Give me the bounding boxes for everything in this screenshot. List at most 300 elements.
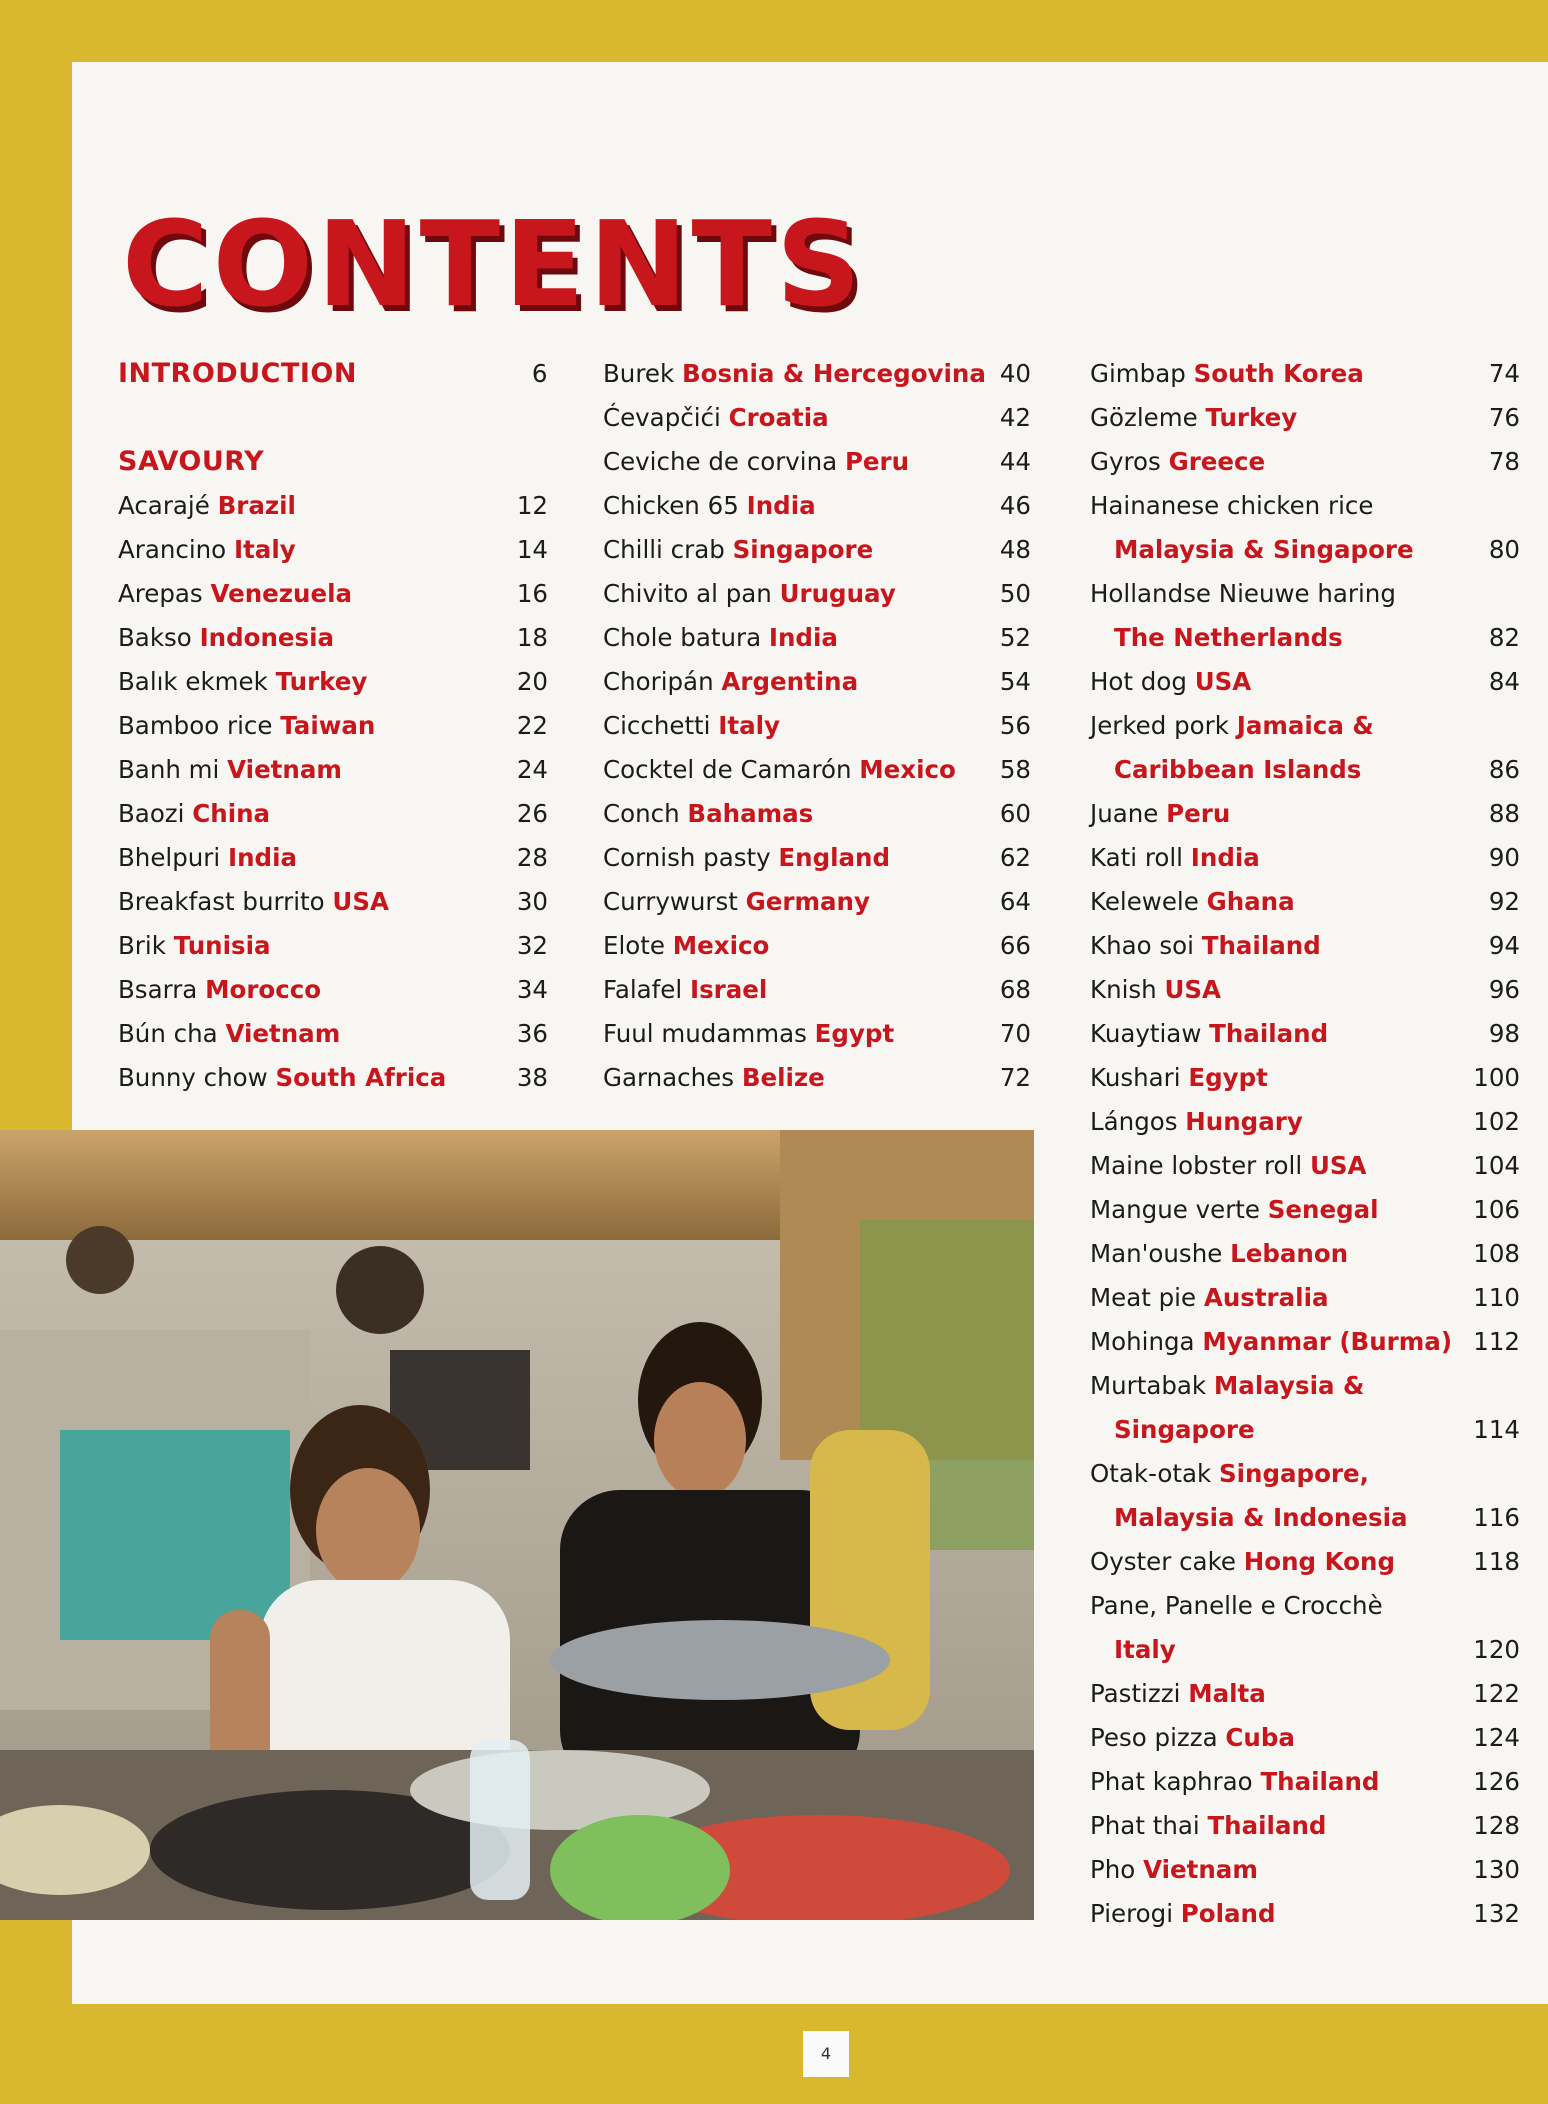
country-name: Mexico xyxy=(859,755,956,784)
contents-entry[interactable] xyxy=(603,968,1031,1012)
entry-title xyxy=(603,572,896,616)
country-name: USA xyxy=(1194,667,1252,696)
entry-title xyxy=(118,528,296,572)
page-ref: 96 xyxy=(1488,975,1520,1004)
entry-title xyxy=(1090,396,1297,440)
country-name: Egypt xyxy=(814,1019,895,1048)
country-name: Jamaica & xyxy=(1236,711,1374,740)
page-ref: 90 xyxy=(1488,843,1520,872)
entry-title xyxy=(1090,1320,1452,1364)
country-name: Egypt xyxy=(1188,1063,1268,1092)
country-name: South Africa xyxy=(275,1063,447,1092)
entry-title xyxy=(603,1056,825,1100)
country-name: Turkey xyxy=(1205,403,1298,432)
entry-title xyxy=(1090,1540,1395,1584)
dish-name: Chicken 65 xyxy=(603,491,739,520)
entry-title xyxy=(1090,352,1364,396)
country-name: Peru xyxy=(1166,799,1231,828)
contents-entry[interactable] xyxy=(603,924,1031,968)
entry-title xyxy=(118,924,271,968)
contents-entry[interactable] xyxy=(603,1056,1031,1100)
country-name: Malta xyxy=(1188,1679,1266,1708)
dish-name: Kuaytiaw xyxy=(1090,1019,1202,1048)
country-name: England xyxy=(778,843,891,872)
contents-entry[interactable] xyxy=(118,836,548,880)
contents-entry[interactable] xyxy=(1090,1188,1520,1232)
page-ref: 50 xyxy=(999,579,1031,608)
section-heading-savoury: SAVOURY xyxy=(118,446,265,477)
entry-title xyxy=(118,968,321,1012)
page-ref: 124 xyxy=(1473,1723,1520,1752)
country-name: Israel xyxy=(689,975,768,1004)
contents-entry[interactable] xyxy=(603,440,1031,484)
entry-title xyxy=(1114,528,1414,572)
contents-entry[interactable] xyxy=(1090,1892,1520,1936)
country-name: Germany xyxy=(745,887,870,916)
contents-entry[interactable] xyxy=(118,704,548,748)
contents-entry[interactable] xyxy=(603,660,1031,704)
entry-title xyxy=(1090,1276,1329,1320)
dish-name: Kelewele xyxy=(1090,887,1199,916)
country-name: Mexico xyxy=(672,931,770,960)
dish-name: Breakfast burrito xyxy=(118,887,325,916)
entry-title xyxy=(1090,1144,1366,1188)
contents-entry[interactable] xyxy=(603,484,1031,528)
page-ref: 72 xyxy=(999,1063,1031,1092)
entry-title xyxy=(1090,1848,1258,1892)
dish-name: Fuul mudammas xyxy=(603,1019,807,1048)
contents-entry[interactable] xyxy=(118,1012,548,1056)
country-name: India xyxy=(1190,843,1260,872)
contents-entry[interactable] xyxy=(1090,880,1520,924)
contents-entry[interactable] xyxy=(1090,836,1520,880)
country-name: Poland xyxy=(1180,1899,1276,1928)
page-ref: 38 xyxy=(516,1063,548,1092)
country-name: Thailand xyxy=(1201,931,1321,960)
entry-title xyxy=(603,352,986,396)
country-name: Australia xyxy=(1203,1283,1329,1312)
country-name: Croatia xyxy=(728,403,829,432)
contents-entry[interactable] xyxy=(118,880,548,924)
page-ref: 106 xyxy=(1473,1195,1520,1224)
dish-name: Phat kaphrao xyxy=(1090,1767,1253,1796)
page-ref: 116 xyxy=(1473,1503,1520,1532)
entry-title xyxy=(1090,440,1265,484)
contents-entry[interactable] xyxy=(1090,1144,1520,1188)
contents-entry[interactable] xyxy=(603,792,1031,836)
dish-name: Currywurst xyxy=(603,887,738,916)
contents-entry[interactable] xyxy=(603,704,1031,748)
page-ref: 36 xyxy=(516,1019,548,1048)
page-ref: 80 xyxy=(1488,535,1520,564)
contents-entry[interactable] xyxy=(1090,572,1520,616)
dish-name: Bamboo rice xyxy=(118,711,273,740)
page-ref: 52 xyxy=(999,623,1031,652)
page-ref: 128 xyxy=(1473,1811,1520,1840)
dish-name: Ćevapčići xyxy=(603,403,721,432)
page-ref: 62 xyxy=(999,843,1031,872)
dish-name: Bhelpuri xyxy=(118,843,221,872)
contents-entry[interactable] xyxy=(118,484,548,528)
page-ref: 42 xyxy=(999,403,1031,432)
contents-entry[interactable] xyxy=(603,352,1031,396)
dish-name: Mangue verte xyxy=(1090,1195,1260,1224)
page-ref: 126 xyxy=(1473,1767,1520,1796)
entry-title xyxy=(118,616,334,660)
entry-title xyxy=(1090,1584,1383,1628)
page-ref: 26 xyxy=(516,799,548,828)
page-ref: 118 xyxy=(1473,1547,1520,1576)
contents-entry[interactable] xyxy=(1090,1012,1520,1056)
entry-title xyxy=(118,1012,340,1056)
page-ref: 70 xyxy=(999,1019,1031,1048)
country-name: The Netherlands xyxy=(1114,623,1343,652)
dish-name: Peso pizza xyxy=(1090,1723,1218,1752)
dish-name: Arancino xyxy=(118,535,227,564)
country-name: Thailand xyxy=(1260,1767,1380,1796)
dish-name: Bunny chow xyxy=(118,1063,268,1092)
entry-title xyxy=(118,660,367,704)
country-name: Tunisia xyxy=(173,931,271,960)
dish-name: Mohinga xyxy=(1090,1327,1195,1356)
country-name: India xyxy=(746,491,816,520)
country-name: Italy xyxy=(1114,1635,1176,1664)
dish-name: Otak-otak xyxy=(1090,1459,1212,1488)
contents-entry[interactable] xyxy=(1090,1540,1520,1584)
page-ref: 130 xyxy=(1473,1855,1520,1884)
contents-entry[interactable] xyxy=(603,616,1031,660)
page-ref: 94 xyxy=(1488,931,1520,960)
page-ref: 64 xyxy=(999,887,1031,916)
country-name: Singapore xyxy=(732,535,874,564)
country-name: Vietnam xyxy=(227,755,342,784)
entry-title xyxy=(118,484,296,528)
country-name: Peru xyxy=(844,447,910,476)
entry-title xyxy=(1090,968,1221,1012)
entry-title xyxy=(603,440,909,484)
country-name: Turkey xyxy=(275,667,368,696)
contents-entry[interactable] xyxy=(1090,440,1520,484)
entry-title xyxy=(603,1012,894,1056)
entry-title xyxy=(1090,1056,1268,1100)
country-name: Senegal xyxy=(1267,1195,1379,1224)
entry-title xyxy=(1090,1188,1379,1232)
page-ref: 40 xyxy=(999,359,1031,388)
contents-entry[interactable] xyxy=(1090,1100,1520,1144)
dish-name: Oyster cake xyxy=(1090,1547,1236,1576)
contents-entry[interactable] xyxy=(603,572,1031,616)
contents-entry[interactable] xyxy=(1090,1584,1520,1628)
country-name: Italy xyxy=(233,535,296,564)
dish-name: Gimbap xyxy=(1090,359,1186,388)
dish-name: Phat thai xyxy=(1090,1811,1200,1840)
entry-title xyxy=(603,880,870,924)
entry-title xyxy=(1090,704,1374,748)
contents-entry[interactable] xyxy=(1090,1848,1520,1892)
page-ref: 88 xyxy=(1488,799,1520,828)
contents-entry[interactable] xyxy=(1090,704,1520,748)
entry-title xyxy=(603,704,780,748)
dish-name: Banh mi xyxy=(118,755,220,784)
contents-entry[interactable] xyxy=(1090,1496,1520,1540)
dish-name: Hainanese chicken rice xyxy=(1090,491,1374,520)
dish-name: Khao soi xyxy=(1090,931,1194,960)
dish-name: Gyros xyxy=(1090,447,1161,476)
page-ref: 114 xyxy=(1473,1415,1520,1444)
page-ref: 24 xyxy=(516,755,548,784)
page-ref: 34 xyxy=(516,975,548,1004)
page-ref: 104 xyxy=(1473,1151,1520,1180)
contents-entry[interactable] xyxy=(1090,1056,1520,1100)
contents-entry[interactable] xyxy=(118,1056,548,1100)
contents-entry[interactable] xyxy=(118,616,548,660)
entry-title xyxy=(1090,924,1321,968)
dish-name: Jerked pork xyxy=(1090,711,1229,740)
street-food-cooking-photo xyxy=(0,1130,1034,1920)
entry-title xyxy=(1114,1408,1255,1452)
dish-name: Baozi xyxy=(118,799,185,828)
country-name: USA xyxy=(1309,1151,1367,1180)
country-name: Indonesia xyxy=(199,623,335,652)
country-name: Lebanon xyxy=(1230,1239,1349,1268)
page-ref: 98 xyxy=(1488,1019,1520,1048)
dish-name: Burek xyxy=(603,359,675,388)
page-ref: 110 xyxy=(1473,1283,1520,1312)
entry-title xyxy=(1090,572,1396,616)
contents-entry[interactable] xyxy=(603,396,1031,440)
page-ref: 74 xyxy=(1488,359,1520,388)
page-ref: 100 xyxy=(1473,1063,1520,1092)
page-ref: 122 xyxy=(1473,1679,1520,1708)
page-title: CONTENTS xyxy=(122,195,865,333)
entry-title xyxy=(118,1056,446,1100)
country-name: Hungary xyxy=(1185,1107,1303,1136)
country-name: USA xyxy=(332,887,389,916)
page-ref: 46 xyxy=(999,491,1031,520)
dish-name: Kushari xyxy=(1090,1063,1181,1092)
country-name: Malaysia & Singapore xyxy=(1114,535,1414,564)
entry-title xyxy=(1114,1496,1408,1540)
contents-column-1 xyxy=(118,352,548,1100)
dish-name: Choripán xyxy=(603,667,714,696)
country-name: India xyxy=(768,623,838,652)
page-ref: 58 xyxy=(999,755,1031,784)
contents-entry[interactable] xyxy=(1090,1364,1520,1408)
contents-entry[interactable] xyxy=(1090,660,1520,704)
dish-name: Bún cha xyxy=(118,1019,218,1048)
contents-list-2 xyxy=(603,352,1031,1100)
contents-entry[interactable] xyxy=(118,572,548,616)
contents-entry[interactable] xyxy=(118,792,548,836)
contents-list-3 xyxy=(1090,352,1520,1936)
page-ref: 44 xyxy=(999,447,1031,476)
entry-title xyxy=(118,748,342,792)
page-ref: 30 xyxy=(516,887,548,916)
photo-illustration xyxy=(0,1130,1034,1920)
entry-title xyxy=(118,792,270,836)
page-ref: 132 xyxy=(1473,1899,1520,1928)
page-ref: 12 xyxy=(516,491,548,520)
contents-entry[interactable] xyxy=(1090,1276,1520,1320)
entry-title xyxy=(1090,1012,1328,1056)
page-ref: 68 xyxy=(999,975,1031,1004)
entry-title xyxy=(1090,484,1373,528)
page-ref: 22 xyxy=(516,711,548,740)
contents-entry[interactable] xyxy=(1090,1760,1520,1804)
dish-name: Chilli crab xyxy=(603,535,725,564)
entry-title xyxy=(603,484,816,528)
page-ref: 16 xyxy=(516,579,548,608)
entry-title xyxy=(603,396,829,440)
entry-title xyxy=(1090,836,1260,880)
page-ref: 14 xyxy=(516,535,548,564)
dish-name: Bsarra xyxy=(118,975,198,1004)
country-name: China xyxy=(192,799,271,828)
entry-title xyxy=(1090,1716,1295,1760)
dish-name: Gözleme xyxy=(1090,403,1198,432)
country-name: Belize xyxy=(741,1063,825,1092)
entry-title xyxy=(603,660,858,704)
introduction-page: 6 xyxy=(531,359,548,388)
country-name: Venezuela xyxy=(210,579,353,608)
entry-title xyxy=(1090,1100,1303,1144)
contents-entry[interactable] xyxy=(1090,1232,1520,1276)
dish-name: Chivito al pan xyxy=(603,579,772,608)
entry-title xyxy=(603,528,873,572)
dish-name: Balık ekmek xyxy=(118,667,268,696)
contents-entry[interactable] xyxy=(118,968,548,1012)
entry-title xyxy=(603,616,838,660)
country-name: Myanmar (Burma) xyxy=(1202,1327,1453,1356)
contents-entry[interactable] xyxy=(1090,528,1520,572)
contents-entry[interactable] xyxy=(118,748,548,792)
country-name: Cuba xyxy=(1225,1723,1295,1752)
contents-entry[interactable] xyxy=(603,1012,1031,1056)
country-name: Bahamas xyxy=(687,799,814,828)
introduction-entry[interactable] xyxy=(118,352,548,396)
entry-title xyxy=(1090,880,1295,924)
dish-name: Garnaches xyxy=(603,1063,735,1092)
page-ref: 86 xyxy=(1488,755,1520,784)
entry-title xyxy=(1090,1452,1369,1496)
contents-entry[interactable] xyxy=(1090,1672,1520,1716)
page-ref: 60 xyxy=(999,799,1031,828)
entry-title xyxy=(1090,1892,1276,1936)
country-name: Bosnia & Hercegovina xyxy=(681,359,986,388)
page-ref: 92 xyxy=(1488,887,1520,916)
entry-title xyxy=(1090,660,1251,704)
country-name: Singapore, xyxy=(1218,1459,1369,1488)
entry-title xyxy=(1090,1232,1348,1276)
page-ref: 54 xyxy=(999,667,1031,696)
entry-title xyxy=(118,880,389,924)
contents-entry[interactable] xyxy=(118,924,548,968)
contents-entry[interactable] xyxy=(1090,1804,1520,1848)
contents-entry[interactable] xyxy=(1090,396,1520,440)
contents-entry[interactable] xyxy=(118,528,548,572)
page-ref: 102 xyxy=(1473,1107,1520,1136)
contents-entry[interactable] xyxy=(1090,1716,1520,1760)
entry-title xyxy=(1090,1804,1326,1848)
contents-entry[interactable] xyxy=(1090,924,1520,968)
dish-name: Pho xyxy=(1090,1855,1136,1884)
country-name: Caribbean Islands xyxy=(1114,755,1362,784)
contents-column-2 xyxy=(603,352,1031,1100)
contents-entry[interactable] xyxy=(603,528,1031,572)
page-number: 4 xyxy=(803,2031,849,2077)
entry-title xyxy=(1090,1364,1364,1408)
contents-entry[interactable] xyxy=(118,660,548,704)
contents-entry[interactable] xyxy=(1090,1452,1520,1496)
dish-name: Murtabak xyxy=(1090,1371,1207,1400)
introduction-label: INTRODUCTION xyxy=(118,358,357,389)
country-name: Argentina xyxy=(721,667,859,696)
page-ref: 56 xyxy=(999,711,1031,740)
contents-entry[interactable] xyxy=(1090,1320,1520,1364)
dish-name: Maine lobster roll xyxy=(1090,1151,1303,1180)
page-ref: 32 xyxy=(516,931,548,960)
dish-name: Hot dog xyxy=(1090,667,1187,696)
contents-entry[interactable] xyxy=(1090,616,1520,660)
entry-title xyxy=(1114,1628,1176,1672)
page-ref: 28 xyxy=(516,843,548,872)
dish-name: Brik xyxy=(118,931,166,960)
country-name: Singapore xyxy=(1114,1415,1255,1444)
entry-title xyxy=(603,836,890,880)
entry-title xyxy=(1114,616,1343,660)
entry-title xyxy=(603,924,769,968)
contents-entry[interactable] xyxy=(603,880,1031,924)
dish-name: Conch xyxy=(603,799,680,828)
contents-entry[interactable] xyxy=(1090,1628,1520,1672)
dish-name: Arepas xyxy=(118,579,203,608)
entry-title xyxy=(118,704,375,748)
country-name: Vietnam xyxy=(1143,1855,1258,1884)
contents-column-3 xyxy=(1090,352,1520,1936)
contents-list-1 xyxy=(118,484,548,1100)
contents-entry[interactable] xyxy=(1090,484,1520,528)
page-ref: 48 xyxy=(999,535,1031,564)
contents-entry[interactable] xyxy=(1090,968,1520,1012)
dish-name: Falafel xyxy=(603,975,683,1004)
contents-entry[interactable] xyxy=(1090,748,1520,792)
dish-name: Chole batura xyxy=(603,623,762,652)
country-name: Greece xyxy=(1168,447,1266,476)
dish-name: Pastizzi xyxy=(1090,1679,1181,1708)
dish-name: Kati roll xyxy=(1090,843,1183,872)
entry-title xyxy=(118,836,297,880)
country-name: Italy xyxy=(718,711,781,740)
country-name: Malaysia & xyxy=(1213,1371,1365,1400)
dish-name: Man'oushe xyxy=(1090,1239,1223,1268)
contents-entry[interactable] xyxy=(1090,352,1520,396)
entry-title xyxy=(1090,1672,1266,1716)
dish-name: Lángos xyxy=(1090,1107,1178,1136)
contents-entry[interactable] xyxy=(603,748,1031,792)
contents-entry[interactable] xyxy=(1090,1408,1520,1452)
dish-name: Meat pie xyxy=(1090,1283,1197,1312)
dish-name: Elote xyxy=(603,931,665,960)
country-name: Uruguay xyxy=(779,579,896,608)
page-ref: 76 xyxy=(1488,403,1520,432)
entry-title xyxy=(603,968,767,1012)
dish-name: Cocktel de Camarón xyxy=(603,755,852,784)
entry-title xyxy=(118,572,352,616)
contents-entry[interactable] xyxy=(603,836,1031,880)
dish-name: Bakso xyxy=(118,623,192,652)
contents-entry[interactable] xyxy=(1090,792,1520,836)
page-ref: 66 xyxy=(999,931,1031,960)
